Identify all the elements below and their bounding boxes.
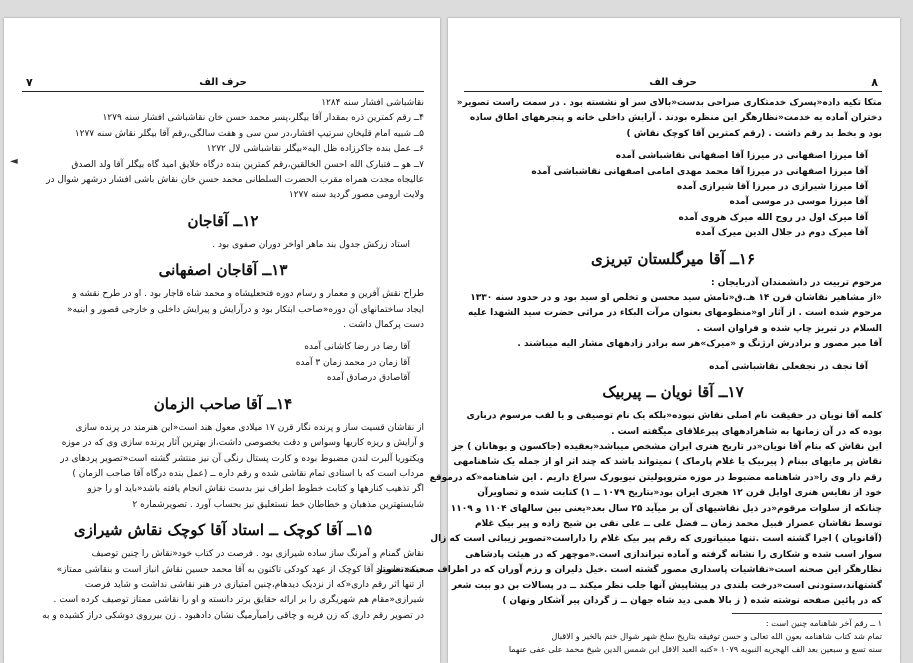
page-header	[22, 77, 424, 92]
text-line: ۷ــ هو ــ فتبارک الله احسن الخالقین،رقم کمترین بنده درگاه خلایق امید گاه بیگلر آقا ولد الصدق	[71, 159, 424, 170]
page-left	[4, 18, 440, 663]
text-line: در تصویر رقم داری که زن فربه و چاقی رامیآرمیگ نشان دادهبود . زن بیرروی دوشکی دراز کشیده و به	[42, 610, 424, 621]
text-line: از نقاشان قسیت ساز و پرنده نگار قرن ۱۷ میلادی معول هند است«این هنرمند در پرنده سازی	[75, 422, 424, 433]
list-item: آقا نجف در نجفعلی نقاشباشی آمده	[709, 361, 868, 372]
text-line: (آقانویان ) اجرا گشته است .تنها مینیاتوری که رقم پیر بیک غلام را داراست«تصویر زیبائی است که زال	[430, 534, 882, 545]
text-line: چنانکه از سلوات مرقوم«در ذیل نقاشیهای آن بر میآید ۲۵ سال بعد«یعنی بین سالهای ۱۱۰۴ و ۱۱۰۹	[450, 503, 882, 514]
section-heading: ۱۶ــ آقا میرگلستان تبریزی	[590, 249, 756, 268]
page-body	[22, 92, 424, 624]
text-line: آقا میر مصور و برادرش ارژنگ و «میرک»هر سه برادر زادههای مشار الیه میباشند .	[517, 339, 882, 350]
page-header	[464, 77, 882, 92]
text-line: که در پائین صفحه نوشته شده ( ز بالا همی دید شاه جهان ــ ز گردان پیر آشکار ونهان )	[502, 595, 882, 606]
section-heading: ۱۲ــ آقاجان	[187, 211, 259, 230]
text-line: این نقاش که بنام آقا نویان«در تاریخ هنری ایران مشخص میباشد«بعقیده (جاکسون و یوهانان ) جز	[451, 441, 882, 452]
list-item: آقا میرزا اصفهانی در میرزا آقا اصفهانی نقاشباشی آمده	[615, 151, 868, 162]
section-heading: ۱۴ــ آقا صاحب الزمان	[153, 394, 293, 413]
text-line: اگر تذهیب کنارهها و کتابت خطوط اطراف نیز بدست نقاش انجام یافته باشد«باید او را جزو	[87, 484, 424, 495]
footnote-line: تمام شد کتاب شاهنامه بعون الله تعالی و حسن توفیقه بتاریخ سلخ شهر شوال ختم بالخیر و الاقبال	[551, 631, 882, 642]
text-line: دختران آماده به خدمت«نظارهگر این منظره بودند . آرایش داخلی خانه و پنجرههای اطاق ساده	[469, 113, 882, 124]
text-line: کلمه آقا نویان در حقیقت نام اصلی نقاش نبوده«بلکه یک نام توصیفی و یا لقب مرسوم درباری	[466, 411, 882, 422]
text-line: شیرازی«مقام هم شهریگری را بر ارائه حقایق برتر دانسته و او را نقاشی ممتاز توصیف کرده است .	[53, 595, 424, 606]
margin-mark: ◄	[10, 156, 18, 167]
text-line: نقاش پر مایهای ببنام ( پیربیک یا غلام پارماک ) نمیتواند باشد که چند اثر او از جمله یک شاهنامهی	[453, 457, 882, 468]
text-line: سوار اسب شده و شکاری را نشانه گرفته و آماده تیراندازی است.«موچهر که در هیئت پادشاهی	[465, 549, 882, 560]
text-line: بود و بخط بد رقم داشت . (رقم کمترین آقا کوچک نقاش )	[626, 128, 882, 139]
list-item: آقا میرک اول در روح الله میرک هروی آمده	[678, 212, 868, 223]
text-line: ۵ــ شبیه امام قلیخان سرتیپ افشار،در سن سی و هفت سالگی،رقم آقا بیگلر نقاش سنه ۱۲۷۷	[74, 128, 424, 139]
text-line: متکا تکیه داده«پسرک خدمتکاری صراحی بدست«بالای سر او نشسته بود . در سمت راست تصویر«	[456, 98, 882, 108]
page-header-title: حرف الف	[199, 77, 247, 88]
list-item: آقا میرزا شیرازی در میرزا آقا شیرازی آمده	[676, 182, 868, 193]
text-line: و آرایش و ریزه کاریها وسواس و دقت بخصوصی داشت،از بهترین آثار پرنده سازی وی که در موزه	[61, 438, 424, 449]
text-line: مرحوم تربیت در دانشمندان آذربایجان :	[710, 277, 882, 288]
text-line: عالیجاه مجدت همراه مقرب الحضرت السلطانی محمد حسن خان نقاش باشی افشار درشهر شوال در	[46, 175, 424, 186]
text-line: نقاش گمنام و آمرنگ ساز ساده شیرازی بود . فرصت در کتاب خود«نقاش را چنین توصیف	[91, 549, 424, 560]
text-line: طراح نقش آفرین و معمار و رسام دوره فتحعلیشاه و محمد شاه قاجار بود . او در طرح نقشه و	[72, 289, 424, 300]
footnote-line: سنه تسع و سبعین بعد الف الهجریه النبویه ۱۰۷۹ «کتبه العبد الاقل ابن شمس الدین شیخ محمد علی عفی عنهما	[508, 644, 882, 655]
text-line: ویکتوریا آلبرت لندن مضبوط بوده و کارت پستال رنگی آن نیز منتشر گشته است«تصویر پردهای در	[60, 453, 424, 464]
list-item: آقا میرزا موسی در موسی آمده	[729, 197, 868, 208]
text-line: مرداب است که با استادی تمام نقاشی شده و رقم داره ــ (عمل بنده درگاه آقا صاحب الزمان )	[72, 468, 424, 479]
list-item: آقا رضا در رضا کاشانی آمده	[304, 342, 410, 353]
list-item: آقا زمان در محمد زمان ۳ آمده	[295, 357, 410, 368]
text-line: ولایت ارومی مصور گردید سنه ۱۲۷۷	[288, 190, 424, 201]
text-line: دست پرکمال داشت .	[343, 320, 424, 331]
page-number: ۷	[26, 76, 33, 89]
section-heading: ۱۷ــ آقا نویان ــ پیربیک	[602, 383, 744, 402]
footnote-divider	[732, 613, 882, 614]
text-line: خود از نفایس هنری اوایل قرن ۱۲ هجری ایران بود«بتاریخ ۱۰۷۹ ــ ۱) کتابت شده و تصاویرآن	[477, 488, 882, 499]
text-line: ایجاد ساختمانهای آن دوره«صاحب ابتکار بود و درآرایش و پیرایش داخلی و خارجی قصور و ابنیه«	[66, 304, 424, 315]
text-line: میکند «استاد آقا کوچک از عهد کودکی تاکنون به آقا محمد حسین نقاش انباز است و بنقاشی ممتاز»	[56, 564, 424, 575]
text-line: توسط نقاشان عصرار قبیل محمد زمان ــ فضل علی ــ علی نقی بن شیخ زاده و پیر بیک غلام	[474, 518, 882, 529]
text-line: گشتهاند،ستودنی است«درخت بلندی در پیشاپیش آنها جلب نظر میکند ــ در پسالات بن دو بیت شعر	[451, 580, 882, 591]
text-line: استاد زرکش جدول بند ماهر اواخر دوران صفوی بود .	[212, 239, 410, 250]
text-line: السلام در تبریز چاپ شده و فراوان است .	[696, 323, 882, 334]
text-line: مرحوم شده است . از آثار او«منظومهای بعنوان مرآت البکاء در مراثی حضرت سید الشهدا علیه	[468, 308, 882, 319]
footnote-line: ۱ ــ رقم آخر شاهنامه چنین است :	[765, 618, 882, 629]
text-line: نظارهگر این صحنه است«نقاشیات پاسداری مصور گشته است .خیل دلیران و رزم آوران که در اطراف صحنه«تصویر	[377, 565, 882, 576]
text-line: «از مشاهیر نقاشان قرن ۱۴ هـ.ق«نامش سید محسن و تخلص او سید بود و در حدود سنه ۱۳۳۰	[470, 293, 882, 304]
text-line: رقم دار وی را«در شاهنامه مضبوط در موزه متروپولیتن نیویورک سراغ داریم . این شاهنامه«که درموقع	[429, 472, 882, 483]
text-line: نقاشباشی افشار سنه ۱۲۸۴	[321, 98, 424, 108]
list-item: آقا میرزا اصفهانی در میرزا آقا محمد مهدی امامی اصفهانی نقاشباشی آمده	[531, 166, 868, 177]
text-line: بوده که در آن زمانها به شاهزادههای پیرعلاقای میگفته است .	[611, 426, 882, 437]
section-heading: ۱۵ــ آقا کوچک ــ استاد آقا کوچک نقاش شیرازی	[73, 521, 373, 540]
section-heading: ۱۳ــ آقاجان اصفهانی	[158, 261, 288, 280]
text-line: از تنها اثر رقم داری«که از نزدیک دیدهام،چنین امتیازی در هنر نقاشی نداشت و شاید فرصت	[84, 579, 424, 590]
text-line: ۴ــ رقم کمترین ذره بمقدار آقا بیگلر،پسر محمد حسن خان نقاشباشی افشار سنه ۱۲۷۹	[102, 113, 424, 124]
list-item: آقا میرک دوم در جلال الدین میرک آمده	[695, 228, 868, 239]
text-line: ۶ــ عمل بنده جاکرزاده ظل الیه«بیگلر نقاشباشی لال ۱۲۷۲	[206, 144, 424, 155]
text-line: شایستهترین مذهبان و خطاطان خط نستعلیق نیز بحساب آورد . تصویرشماره ۲	[132, 499, 424, 510]
list-item: آقاصادق درصادق آمده	[326, 373, 410, 384]
page-header-title: حرف الف	[649, 77, 697, 88]
page-number: ۸	[871, 76, 878, 89]
